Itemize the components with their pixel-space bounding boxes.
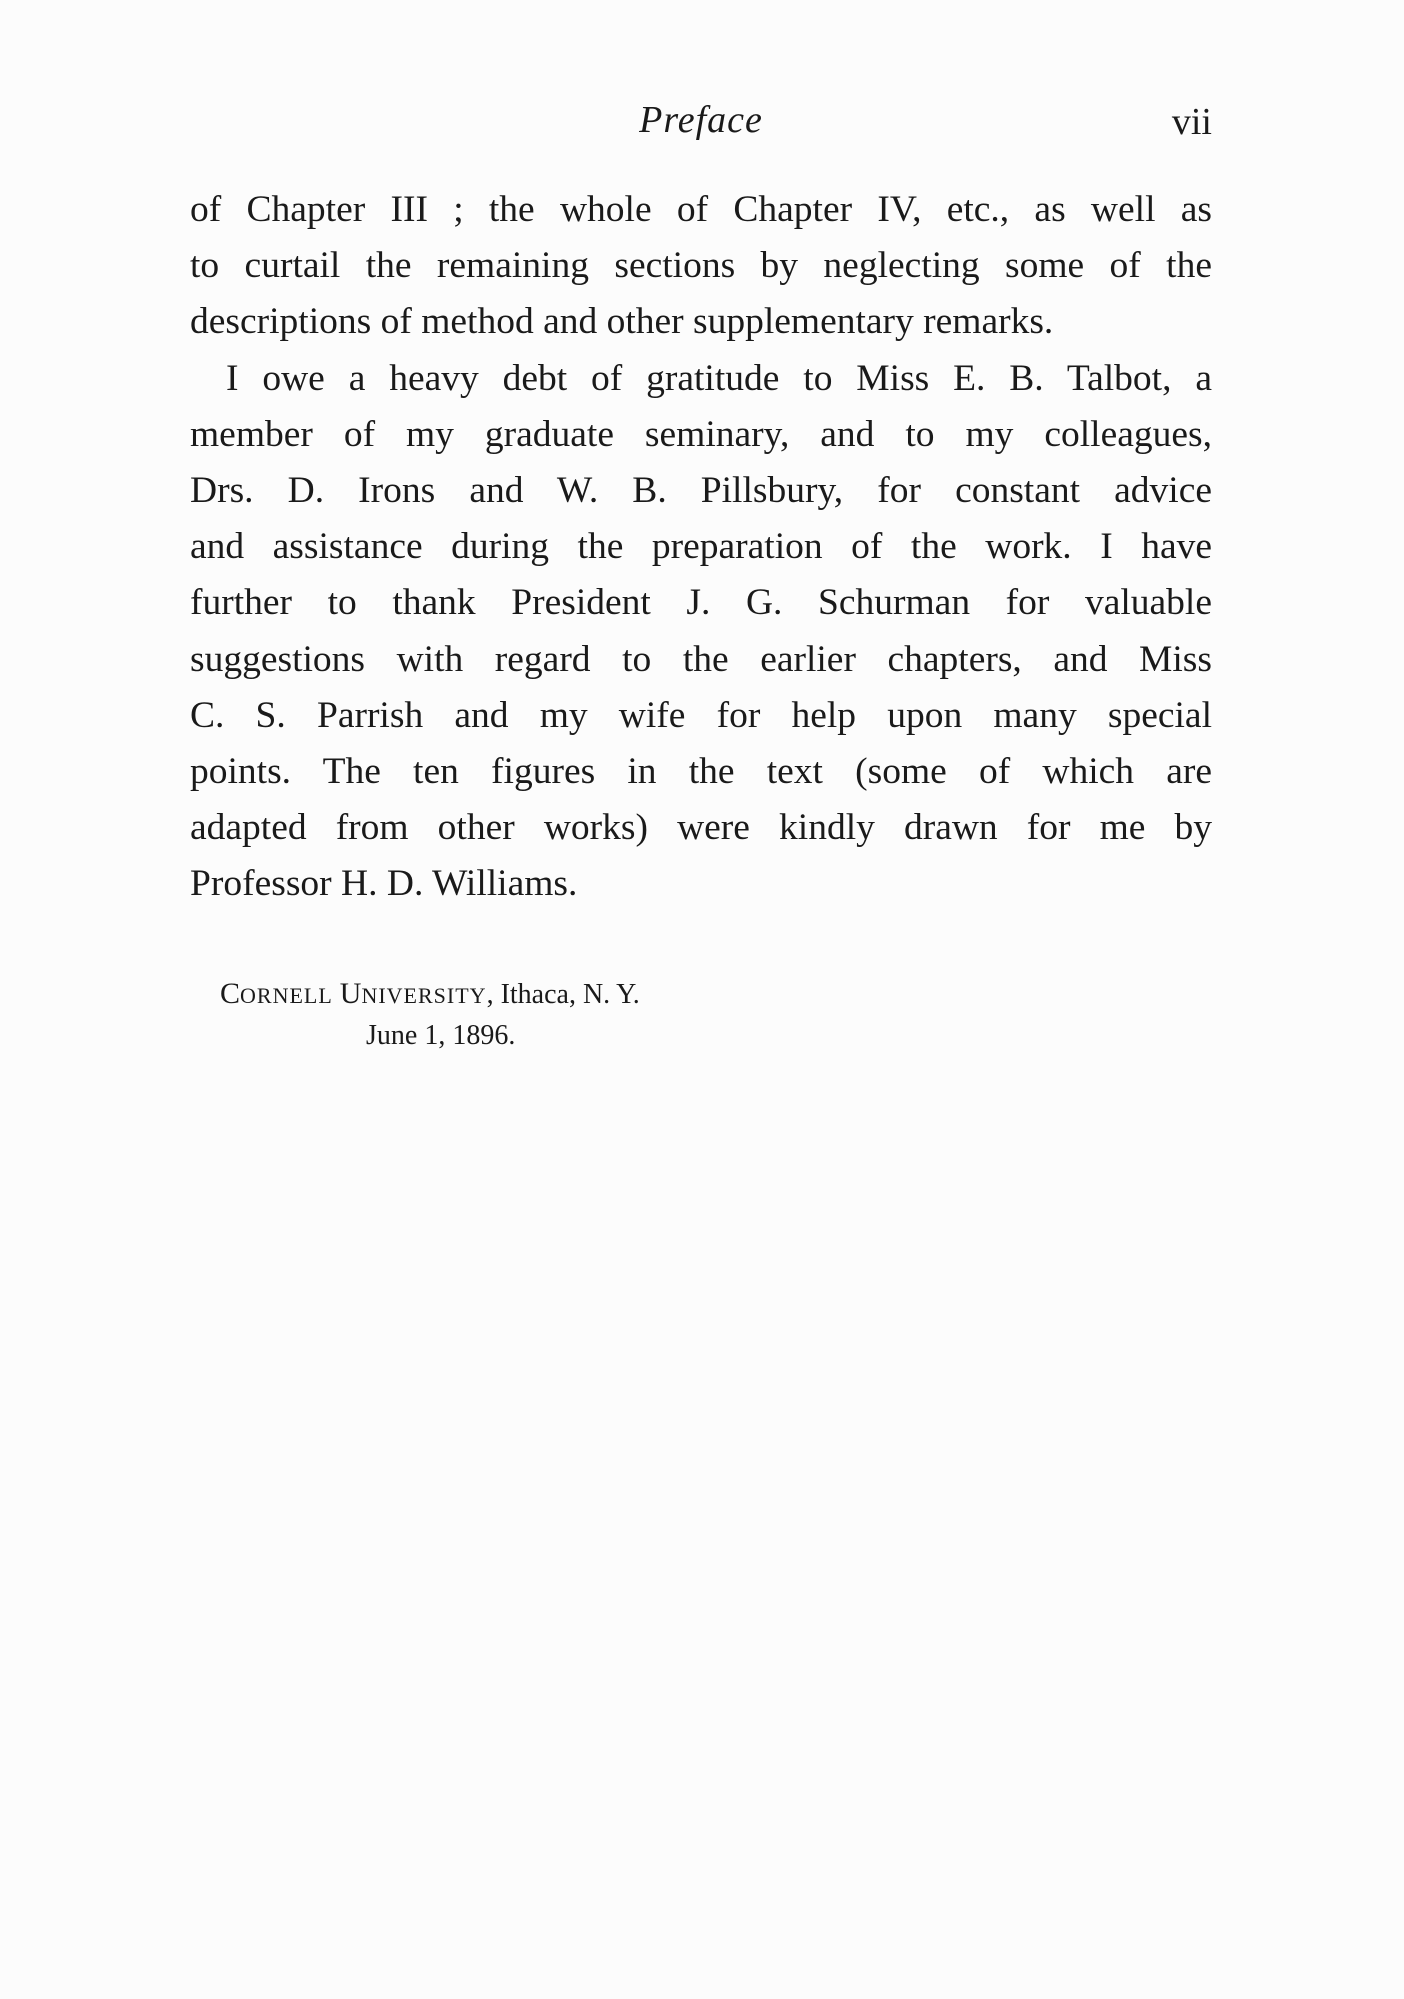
page-number: vii — [1171, 101, 1212, 143]
text-line: Drs. D. Irons and W. B. Pillsbury, for constant advice — [190, 470, 1212, 512]
running-title: Preface — [639, 99, 763, 141]
text-line: further to thank President J. G. Schurman for valuable — [190, 582, 1212, 624]
text-line: of Chapter III ; the whole of Chapter IV, etc., as well as — [190, 189, 1212, 230]
text-line: I owe a heavy debt of gratitude to Miss E. B. Talbot, a — [226, 357, 1212, 399]
text-line: suggestions with regard to the earlier chapters, and Miss — [190, 638, 1212, 680]
paragraph-acknowledgements — [190, 351, 1212, 913]
place-smallcaps: ORNELL — [240, 983, 333, 1008]
place-smallcaps: NIVERSITY — [361, 983, 487, 1008]
signature-date: June 1, 1896. — [366, 1020, 516, 1051]
text-line: Professor H. D. Williams. — [190, 863, 578, 905]
text-line: points. The ten figures in the text (some of which are — [190, 751, 1212, 793]
paragraph-continuation — [190, 182, 1212, 351]
place-initial: C — [220, 977, 241, 1010]
text-line: descriptions of method and other supplementary remarks. — [190, 301, 1054, 343]
signature-block — [220, 974, 640, 1056]
text-line: C. S. Parrish and my wife for help upon many special — [190, 694, 1212, 736]
running-head — [190, 98, 1212, 158]
text-line: to curtail the remaining sections by neglecting some of the — [190, 245, 1212, 287]
place-initial: U — [339, 977, 362, 1010]
text-line: adapted from other works) were kindly drawn for me by — [190, 807, 1212, 849]
text-line: member of my graduate seminary, and to my colleagues, — [190, 413, 1212, 455]
place-city: , Ithaca, N. Y. — [486, 979, 640, 1010]
signature-place — [220, 974, 640, 1016]
body-text — [190, 182, 1212, 913]
text-line: and assistance during the preparation of the work. I have — [190, 526, 1212, 568]
